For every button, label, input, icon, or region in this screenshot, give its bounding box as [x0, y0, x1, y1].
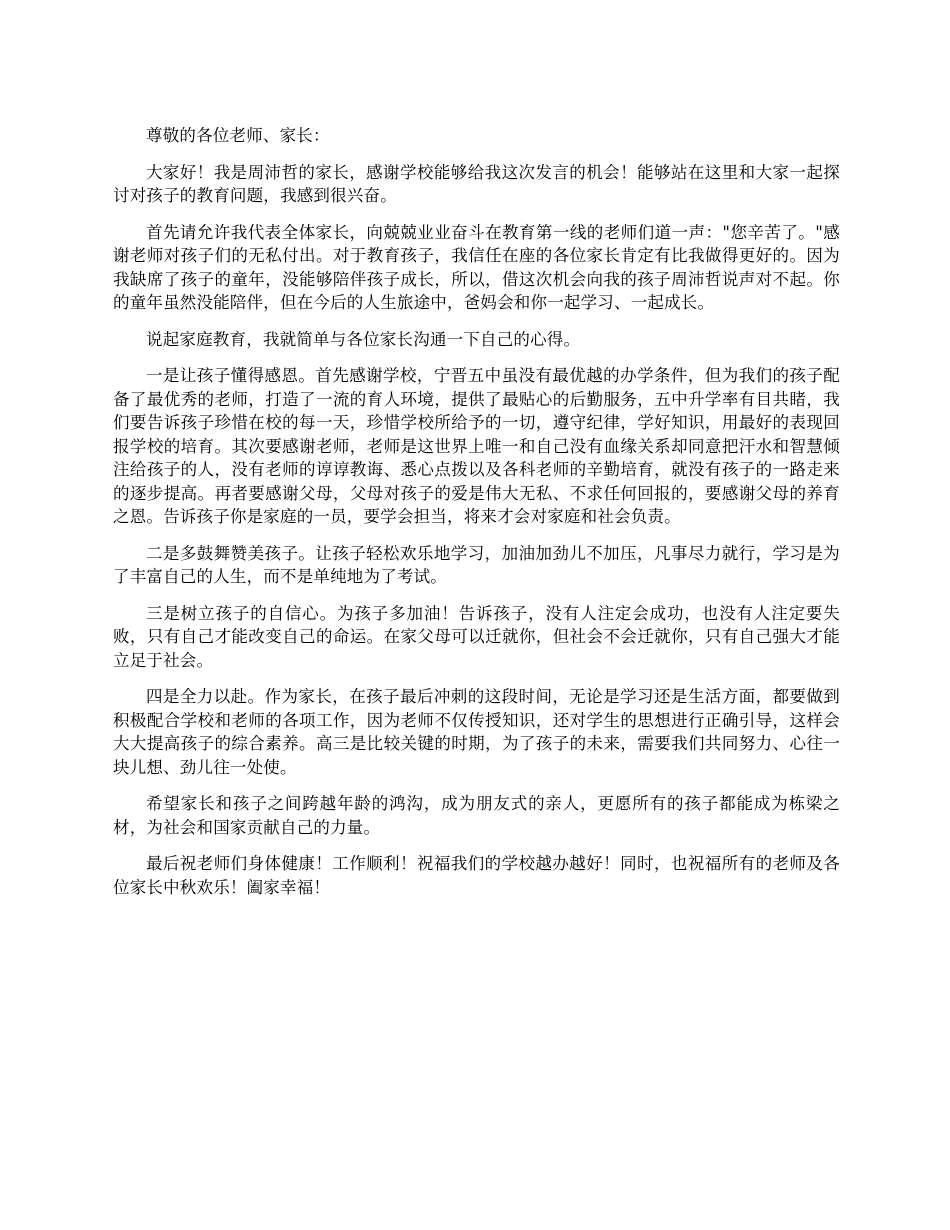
paragraph: 首先请允许我代表全体家长，向兢兢业业奋斗在教育第一线的老师们道一声："您辛苦了。"感谢老师对孩子们的无私付出。对于教育孩子，我信任在座的各位家长肯定有比我做得更好的。因为我缺席了孩子的童年，没能够陪伴孩子成长，所以，借这次机会向我的孩子周沛哲说声对不起。你的童年虽然没能陪伴，但在今后的人生旅途中，爸妈会和你一起学习、一起成长。 [113, 222, 840, 312]
paragraph: 一是让孩子懂得感恩。首先感谢学校，宁晋五中虽没有最优越的办学条件，但为我们的孩子配备了最优秀的老师，打造了一流的育人环境，提供了最贴心的后勤服务，五中升学率有目共睹，我们要告诉孩子珍惜在校的每一天，珍惜学校所给予的一切，遵守纪律，学好知识，用最好的表现回报学校的培育。其次要感谢老师，老师是这世界上唯一和自己没有血缘关系却同意把汗水和智慧倾注给孩子的人，没有老师的谆谆教诲、悉心点拨以及各科老师的辛勤培育，就没有孩子的一路走来的逐步提高。再者要感谢父母，父母对孩子的爱是伟大无私、不求任何回报的，要感谢父母的养育之恩。告诉孩子你是家庭的一员，要学会担当，将来才会对家庭和社会负责。 [113, 366, 840, 526]
paragraph: 说起家庭教育，我就简单与各位家长沟通一下自己的心得。 [146, 329, 581, 349]
paragraph: 最后祝老师们身体健康！工作顺利！祝福我们的学校越办越好！同时，也祝福所有的老师及各位家长中秋欢乐！阖家幸福！ [113, 854, 840, 897]
paragraph: 大家好！我是周沛哲的家长，感谢学校能够给我这次发言的机会！能够站在这里和大家一起探讨对孩子的教育问题，我感到很兴奋。 [113, 162, 840, 205]
paragraph: 三是树立孩子的自信心。为孩子多加油！告诉孩子，没有人注定会成功，也没有人注定要失败，只有自己才能改变自己的命运。在家父母可以迁就你，但社会不会迁就你，只有自己强大才能立足于社会。 [113, 603, 840, 670]
paragraph: 希望家长和孩子之间跨越年龄的鸿沟，成为朋友式的亲人，更愿所有的孩子都能成为栋梁之材，为社会和国家贡献自己的力量。 [113, 794, 840, 837]
document-body [113, 124, 840, 912]
salutation: 尊敬的各位老师、家长： [146, 126, 330, 145]
paragraph: 二是多鼓舞赞美孩子。让孩子轻松欢乐地学习，加油加劲儿不加压，凡事尽力就行，学习是为了丰富自己的人生，而不是单纯地为了考试。 [113, 543, 840, 586]
paragraph: 四是全力以赴。作为家长，在孩子最后冲刺的这段时间，无论是学习还是生活方面，都要做到积极配合学校和老师的各项工作，因为老师不仅传授知识，还对学生的思想进行正确引导，这样会大大提高孩子的综合素养。高三是比较关键的时期，为了孩子的未来，需要我们共同努力、心往一块儿想、劲儿往一处使。 [113, 687, 840, 777]
